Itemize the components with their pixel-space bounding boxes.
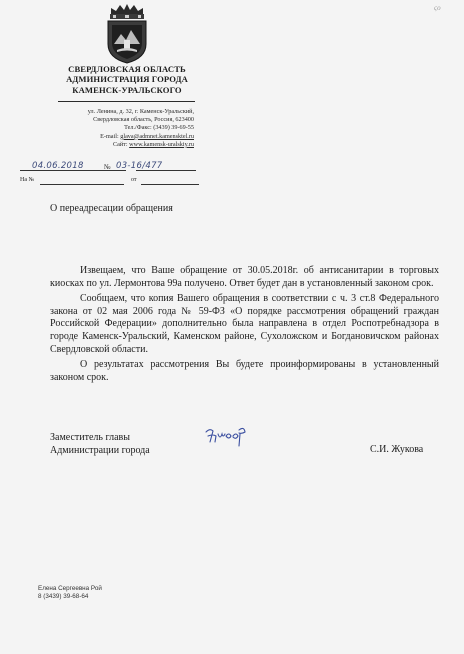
address-line: ул. Ленина, д. 32, г. Каменск-Уральский, <box>87 108 194 115</box>
site-link[interactable]: www.kamensk-uralskiy.ru <box>129 140 194 148</box>
site-line <box>30 141 194 149</box>
email-label: E-mail: <box>100 132 121 140</box>
coat-of-arms-icon <box>103 4 151 64</box>
position-line: Заместитель главы <box>50 432 130 443</box>
executor-phone: 8 (3439) 39-68-64 <box>38 593 89 601</box>
org-line: АДМИНИСТРАЦИЯ ГОРОДА <box>66 74 188 85</box>
email-line <box>30 133 194 141</box>
phone-fax-line: Тел./Факс: (3439) 39-69-55 <box>124 124 194 132</box>
handwritten-signature <box>204 424 248 448</box>
org-line: КАМЕНСК-УРАЛЬСКОГО <box>72 84 182 95</box>
registration-number: 03-16/477 <box>116 161 163 171</box>
letter-body <box>50 265 439 387</box>
signatory-position <box>50 431 150 457</box>
header-divider <box>58 101 195 102</box>
site-label: Сайт: <box>113 140 130 148</box>
letter-subject: О переадресации обращения <box>50 203 173 214</box>
signatory-name: С.И. Жукова <box>370 444 424 455</box>
number-sign: № <box>104 163 111 171</box>
reference-line <box>20 176 198 186</box>
address-line: Свердловская область, Россия, 623400 <box>93 116 194 124</box>
corner-pencil-mark: ϛο <box>434 4 441 12</box>
registration-line <box>20 161 198 173</box>
registration-date: 04.06.2018 <box>32 161 84 171</box>
org-line: СВЕРДЛОВСКАЯ ОБЛАСТЬ <box>68 64 186 74</box>
email-link[interactable]: glava@admnet.kamensktel.ru <box>120 132 194 140</box>
reference-number-label: На № <box>20 177 35 183</box>
executor-info <box>38 585 102 601</box>
executor-name: Елена Сергеевна Рой <box>38 585 102 592</box>
body-paragraph: О результатах рассмотрения Вы будете проинформированы в установленный законом срок. <box>50 359 439 383</box>
reference-from-label: от <box>131 177 137 183</box>
reference-number-blank <box>40 184 124 185</box>
reference-date-blank <box>141 184 199 185</box>
body-paragraph: Сообщаем, что копия Вашего обращения в соответствии с ч. 3 ст.8 Федерального закона от 02 мая 2006 года № 59-ФЗ «О порядке рассмотрения обращений граждан Российской Федерации» дополнительно была направлена в отдел Роспотребнадзора в городе Каменск-Уральский, Каменском районе, Сухоложском и Богдановичском районах Свердловской области. <box>50 293 439 355</box>
organization-name <box>60 64 194 95</box>
address-block <box>30 108 194 149</box>
number-underline <box>136 170 196 171</box>
body-paragraph: Извещаем, что Ваше обращение от 30.05.2018г. об антисанитарии в торговых киосках по ул. Лермонтова 99а получено. Ответ будет дан в установленный законом срок. <box>50 265 439 289</box>
position-line: Администрации города <box>50 445 150 456</box>
